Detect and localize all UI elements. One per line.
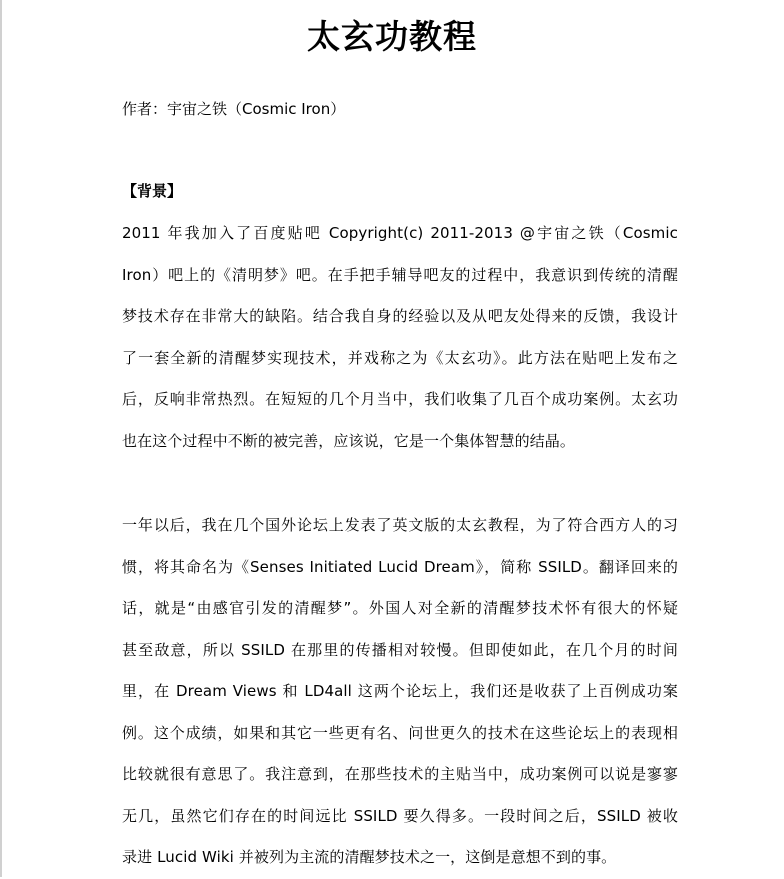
- author-line: 作者：宇宙之铁（Cosmic Iron）: [122, 100, 346, 118]
- paragraph-line: 惯，将其命名为《Senses Initiated Lucid Dream》，简称 SSILD。翻译回来的: [122, 557, 678, 576]
- paragraph-background-2: [122, 505, 678, 879]
- paragraph-line: 一年以后，我在几个国外论坛上发表了英文版的太玄教程，为了符合西方人的习: [122, 516, 678, 534]
- paragraph-background-1: [122, 213, 678, 462]
- paragraph-line: 无几，虽然它们存在的时间远比 SSILD 要久得多。一段时间之后，SSILD 被收: [122, 806, 678, 825]
- paragraph-line: 话，就是“由感官引发的清醒梦”。外国人对全新的清醒梦技术怀有很大的怀疑: [122, 599, 678, 617]
- paragraph-line: 也在这个过程中不断的被完善，应该说，它是一个集体智慧的结晶。: [122, 431, 576, 450]
- paragraph-line: 2011 年我加入了百度贴吧 Copyright(c) 2011-2013 @宇宙之铁（Cosmic: [122, 224, 678, 242]
- paragraph-line: 录进 Lucid Wiki 并被列为主流的清醒梦技术之一，这倒是意想不到的事。: [122, 848, 617, 866]
- paragraph-line: 后，反响非常热烈。在短短的几个月当中，我们收集了几百个成功案例。太玄功: [122, 390, 678, 408]
- paragraph-line: 梦技术存在非常大的缺陷。结合我自身的经验以及从吧友处得来的反馈，我设计: [122, 307, 678, 325]
- paragraph-line: 甚至敌意，所以 SSILD 在那里的传播相对较慢。但即使如此，在几个月的时间: [122, 640, 678, 659]
- paragraph-line: 了一套全新的清醒梦实现技术，并戏称之为《太玄功》。此方法在贴吧上发布之: [122, 348, 678, 367]
- page-left-border: [0, 0, 2, 877]
- section-heading: 【背景】: [122, 182, 183, 200]
- paragraph-line: 里，在 Dream Views 和 LD4all 这两个论坛上，我们还是收获了上百例成功案: [122, 682, 678, 700]
- paragraph-line: 例。这个成绩，如果和其它一些更有名、问世更久的技术在这些论坛上的表现相: [122, 723, 678, 742]
- paragraph-line: Iron）吧上的《清明梦》吧。在手把手辅导吧友的过程中，我意识到传统的清醒: [122, 265, 678, 284]
- paragraph-line: 比较就很有意思了。我注意到，在那些技术的主贴当中，成功案例可以说是寥寥: [122, 765, 678, 783]
- document-title: 太玄功教程: [307, 17, 477, 56]
